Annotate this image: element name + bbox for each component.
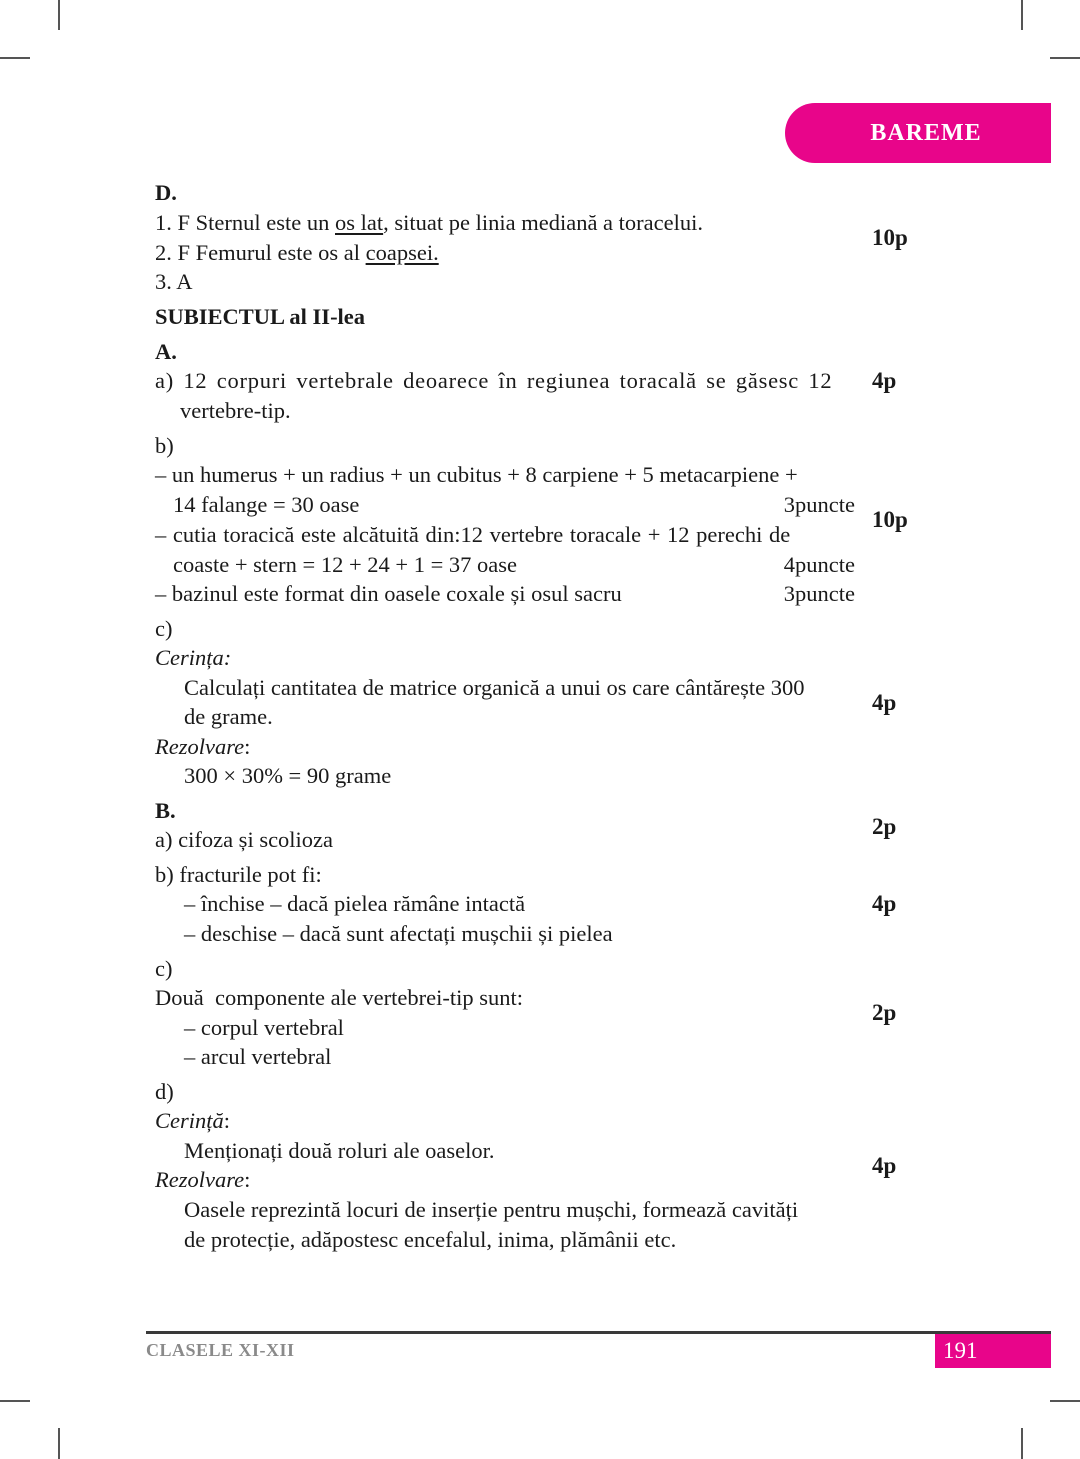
- rezolvare-label: [155, 1165, 250, 1195]
- crop-mark: [58, 1428, 60, 1459]
- section-d-title: D.: [155, 180, 177, 205]
- points-b-b: 4p: [872, 891, 897, 916]
- answer-b-c-label: c): [155, 956, 173, 981]
- answer-d3: 3. A: [155, 269, 193, 294]
- cerinta-text-line2: de grame.: [184, 704, 273, 729]
- sub-score: 3puncte: [783, 581, 855, 606]
- answer-a-b-label: b): [155, 433, 174, 458]
- cerinta-label: [155, 1106, 230, 1136]
- underlined-term: coapsei.: [365, 240, 439, 265]
- answer-a-c-label: c): [155, 616, 173, 641]
- page-number: 191: [935, 1334, 1051, 1368]
- answer-a-a-line2: vertebre-tip.: [180, 398, 291, 423]
- rezolvare-text: 300 × 30% = 90 grame: [184, 763, 392, 788]
- points-a-c: 4p: [872, 690, 897, 715]
- answer-text: 1. F Sternul este un: [155, 210, 335, 235]
- points-a-b: 10p: [872, 507, 908, 532]
- crop-mark: [0, 1400, 30, 1402]
- answer-text: 2. F Femurul este os al: [155, 240, 366, 265]
- answer-a-b-item2-line2: [173, 550, 855, 580]
- answer-a-a-line1: a) 12 corpuri vertebrale deoarece în regiunea toracală se găsesc 12: [155, 368, 833, 393]
- rezolvare-text-line1: Oasele reprezintă locuri de inserție pentru mușchi, formează cavități: [184, 1197, 799, 1222]
- section-b-title: B.: [155, 798, 176, 823]
- points-a-a: 4p: [872, 368, 897, 393]
- cerinta-text: Menționați două roluri ale oaselor.: [184, 1138, 495, 1163]
- colon: :: [244, 734, 251, 759]
- answer-a-b-item3: [155, 579, 855, 609]
- rezolvare-label-text: Rezolvare: [155, 1167, 245, 1192]
- answer-b-c-item1: – corpul vertebral: [184, 1015, 344, 1040]
- answer-d2: [155, 238, 439, 268]
- underlined-term: os lat: [335, 210, 384, 235]
- colon: :: [244, 1167, 251, 1192]
- points-b-c: 2p: [872, 1000, 897, 1025]
- crop-mark: [0, 57, 30, 59]
- crop-mark: [58, 0, 60, 30]
- answer-text: , situat pe linia mediană a toracelui.: [383, 210, 704, 235]
- cerinta-text-line1: Calculați cantitatea de matrice organică a unui os care cântărește 300: [184, 675, 805, 700]
- answer-b-d-label: d): [155, 1079, 174, 1104]
- answer-b-c-item2: – arcul vertebral: [184, 1044, 332, 1069]
- rezolvare-label: [155, 732, 250, 762]
- subject-title: SUBIECTUL al II-lea: [155, 304, 366, 329]
- section-a-title: A.: [155, 339, 177, 364]
- answer-d1: [155, 208, 703, 238]
- answer-a-b-item2-line1: – cutia toracică este alcătuită din:12 vertebre toracale + 12 perechi de: [155, 522, 791, 547]
- section-tab-label: BAREME: [870, 119, 982, 146]
- crop-mark: [1050, 57, 1080, 59]
- footer-label: CLASELE XI-XII: [146, 1340, 295, 1360]
- points-b-d: 4p: [872, 1153, 897, 1178]
- rezolvare-label-text: Rezolvare: [155, 734, 245, 759]
- points-d: 10p: [872, 225, 908, 250]
- answer-a-b-item1-line2: [173, 490, 855, 520]
- colon: :: [223, 1108, 231, 1133]
- rezolvare-text-line2: de protecție, adăpostesc encefalul, inima, plămânii etc.: [184, 1227, 677, 1252]
- answer-b-c-text: Două componente ale vertebrei-tip sunt:: [155, 985, 523, 1010]
- answer-b-b-item1: – închise – dacă pielea rămâne intactă: [184, 891, 526, 916]
- crop-mark: [1050, 1400, 1080, 1402]
- answer-a-b-item1-line1: – un humerus + un radius + un cubitus + 8 carpiene + 5 metacarpiene +: [155, 462, 798, 487]
- cerinta-label: Cerința:: [155, 645, 232, 670]
- footer-rule: [146, 1331, 1051, 1334]
- answer-text: 14 falange = 30 oase: [173, 492, 360, 517]
- answer-b-b: b) fracturile pot fi:: [155, 862, 322, 887]
- sub-score: 3puncte: [783, 492, 855, 517]
- section-tab-bareme: [785, 103, 1051, 163]
- answer-b-b-item2: – deschise – dacă sunt afectați mușchii și pielea: [184, 921, 613, 946]
- points-b-a: 2p: [872, 814, 897, 839]
- answer-b-a: a) cifoza și scolioza: [155, 827, 334, 852]
- answer-text: – bazinul este format din oasele coxale și osul sacru: [155, 581, 622, 606]
- cerinta-label-text: Cerință: [155, 1108, 224, 1133]
- crop-mark: [1021, 0, 1023, 30]
- sub-score: 4puncte: [783, 552, 855, 577]
- answer-text: coaste + stern = 12 + 24 + 1 = 37 oase: [173, 552, 518, 577]
- crop-mark: [1021, 1428, 1023, 1459]
